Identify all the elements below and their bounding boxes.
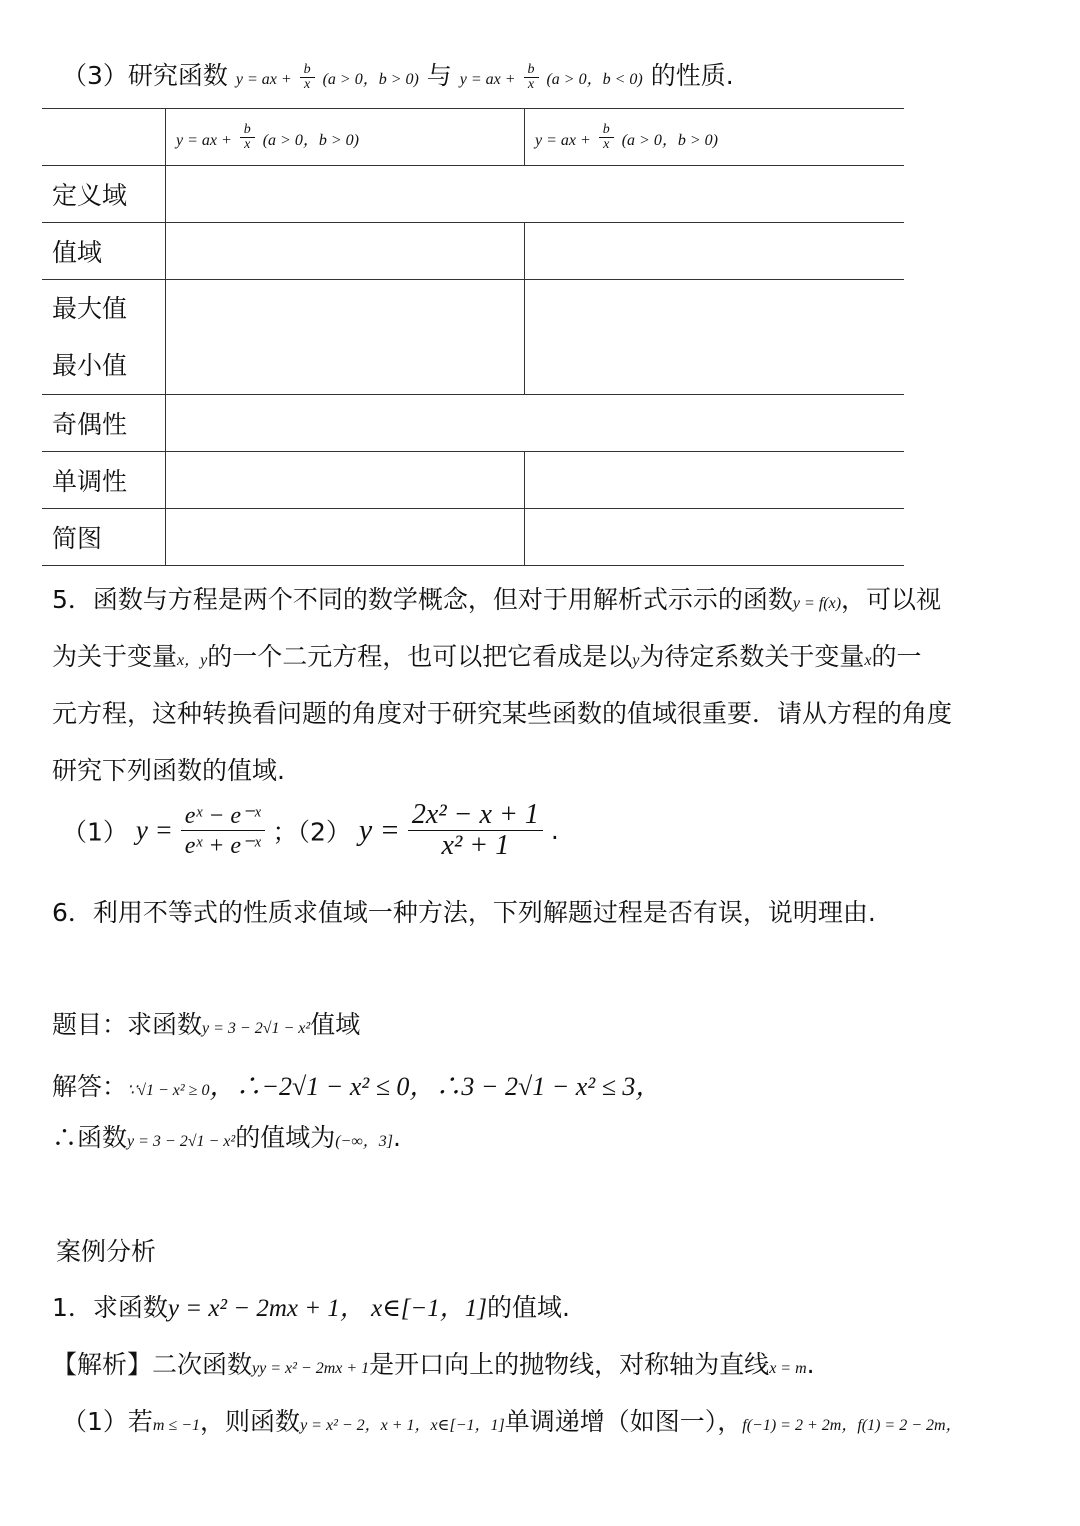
table-header-empty (42, 109, 166, 166)
q5-functions: （1） y = $\frac{\text{eˣ − e⁻ˣ}}{\text{eˣ + e⁻ˣ}}$ ；（2） y = $\frac{\text{2x² − x + 1}}{\text{x² + 1}}$ . (62, 799, 559, 861)
row-label-max-min (42, 280, 166, 395)
row-cell (525, 452, 905, 509)
formula2-head: y = ax + (459, 71, 516, 88)
formula1-head: y = ax + (235, 71, 292, 88)
row-cell (166, 166, 905, 223)
q6-line-1: 6．利用不等式的性质求值域一种方法，下列解题过程是否有误，说明理由. (52, 898, 876, 927)
q6-range: (−∞，3] (335, 1133, 393, 1150)
part3-label: （3）研究函数 (62, 61, 228, 90)
row-label-sketch: 简图 (42, 509, 166, 566)
formula1-condition: (a > 0，b > 0) (322, 71, 419, 88)
q5-line-4: 研究下列函数的值域. (52, 756, 285, 785)
case-sub1: （1）若m ≤ −1，则函数y = x² − 2，x + 1，x∈[−1，1]单调递增（如图一），f(−1) = 2 + 2m，f(1) = 2 − 2m， (62, 1407, 962, 1436)
q6-solution-step1: ∵√1 − x² ≥ 0 (127, 1082, 210, 1099)
table-header-row (42, 109, 904, 166)
row-cell (166, 452, 525, 509)
formula2-condition: (a > 0，b < 0) (546, 71, 643, 88)
q6-solution-step3: ，∴3 − 2√1 − x² ≤ 3， (409, 1072, 662, 1101)
q6-conclusion-formula: y = 3 − 2√1 − x² (127, 1133, 236, 1150)
q5-line-1: 5．函数与方程是两个不同的数学概念，但对于用解析式示示的函数y = f(x)，可以视 (52, 585, 942, 614)
q5-formula-1: $\frac{\text{eˣ − e⁻ˣ}}{\text{eˣ + e⁻ˣ}}$ (181, 801, 265, 860)
q5-function-notation: y = f(x) (792, 595, 842, 612)
part3-tail: 的性质. (650, 61, 734, 90)
table-row (42, 223, 904, 280)
row-label-parity: 奇偶性 (42, 395, 166, 452)
case-analysis: 【解析】二次函数yy = x² − 2mx + 1是开口向上的抛物线，对称轴为直线x = m. (52, 1350, 815, 1379)
row-cell (166, 395, 905, 452)
table-row (42, 395, 904, 452)
table-row (42, 509, 904, 566)
q5-formula-2: $\frac{\text{2x² − x + 1}}{\text{x² + 1}}$ (408, 800, 543, 861)
q6-problem-formula: y = 3 − 2√1 − x² (202, 1020, 311, 1037)
formula2-fraction: $\frac{b}{x}$ (524, 63, 539, 92)
row-cell (525, 223, 905, 280)
row-cell (525, 280, 905, 395)
row-label-domain: 定义域 (42, 166, 166, 223)
q5-line-3: 元方程，这种转换看问题的角度对于研究某些函数的值域很重要．请从方程的角度 (52, 699, 953, 728)
formula1-fraction: $\frac{b}{x}$ (300, 63, 315, 92)
table-row (42, 166, 904, 223)
row-cell (525, 509, 905, 566)
table-header-col1: y = ax + $\frac{b}{x}$ (a > 0，b > 0) (166, 109, 525, 166)
q6-conclusion: ∴函数y = 3 − 2√1 − x²的值域为(−∞，3]. (52, 1123, 401, 1152)
row-cell (166, 509, 525, 566)
properties-table (42, 108, 904, 566)
q6-solution: 解答：∵√1 − x² ≥ 0，∴−2√1 − x² ≤ 0，∴3 − 2√1 − x² ≤ 3， (52, 1072, 662, 1101)
q5-line-2: 为关于变量x，y的一个二元方程，也可以把它看成是以y为待定系数关于变量x的一 (52, 642, 922, 671)
row-label-monotonicity: 单调性 (42, 452, 166, 509)
part3-joiner: 与 (426, 61, 452, 90)
q6-problem: 题目：求函数y = 3 − 2√1 − x²值域 (52, 1010, 361, 1039)
table-row (42, 452, 904, 509)
case-heading: 案例分析 (56, 1237, 157, 1266)
row-label-max: 最大值 (52, 294, 128, 323)
row-cell (166, 223, 525, 280)
row-cell (166, 280, 525, 395)
part3-line (62, 56, 734, 92)
table-row (42, 280, 904, 395)
table-header-col2: y = ax + $\frac{b}{x}$ (a > 0，b > 0) (525, 109, 905, 166)
case-q1: 1．求函数y = x² − 2mx + 1， x∈[−1，1]的值域. (52, 1293, 570, 1322)
row-label-range: 值域 (42, 223, 166, 280)
case-q1-formula: y = x² − 2mx + 1， x∈[−1，1] (167, 1295, 488, 1322)
q6-solution-step2: ，∴−2√1 − x² ≤ 0 (209, 1072, 410, 1101)
row-label-min: 最小值 (52, 351, 128, 380)
